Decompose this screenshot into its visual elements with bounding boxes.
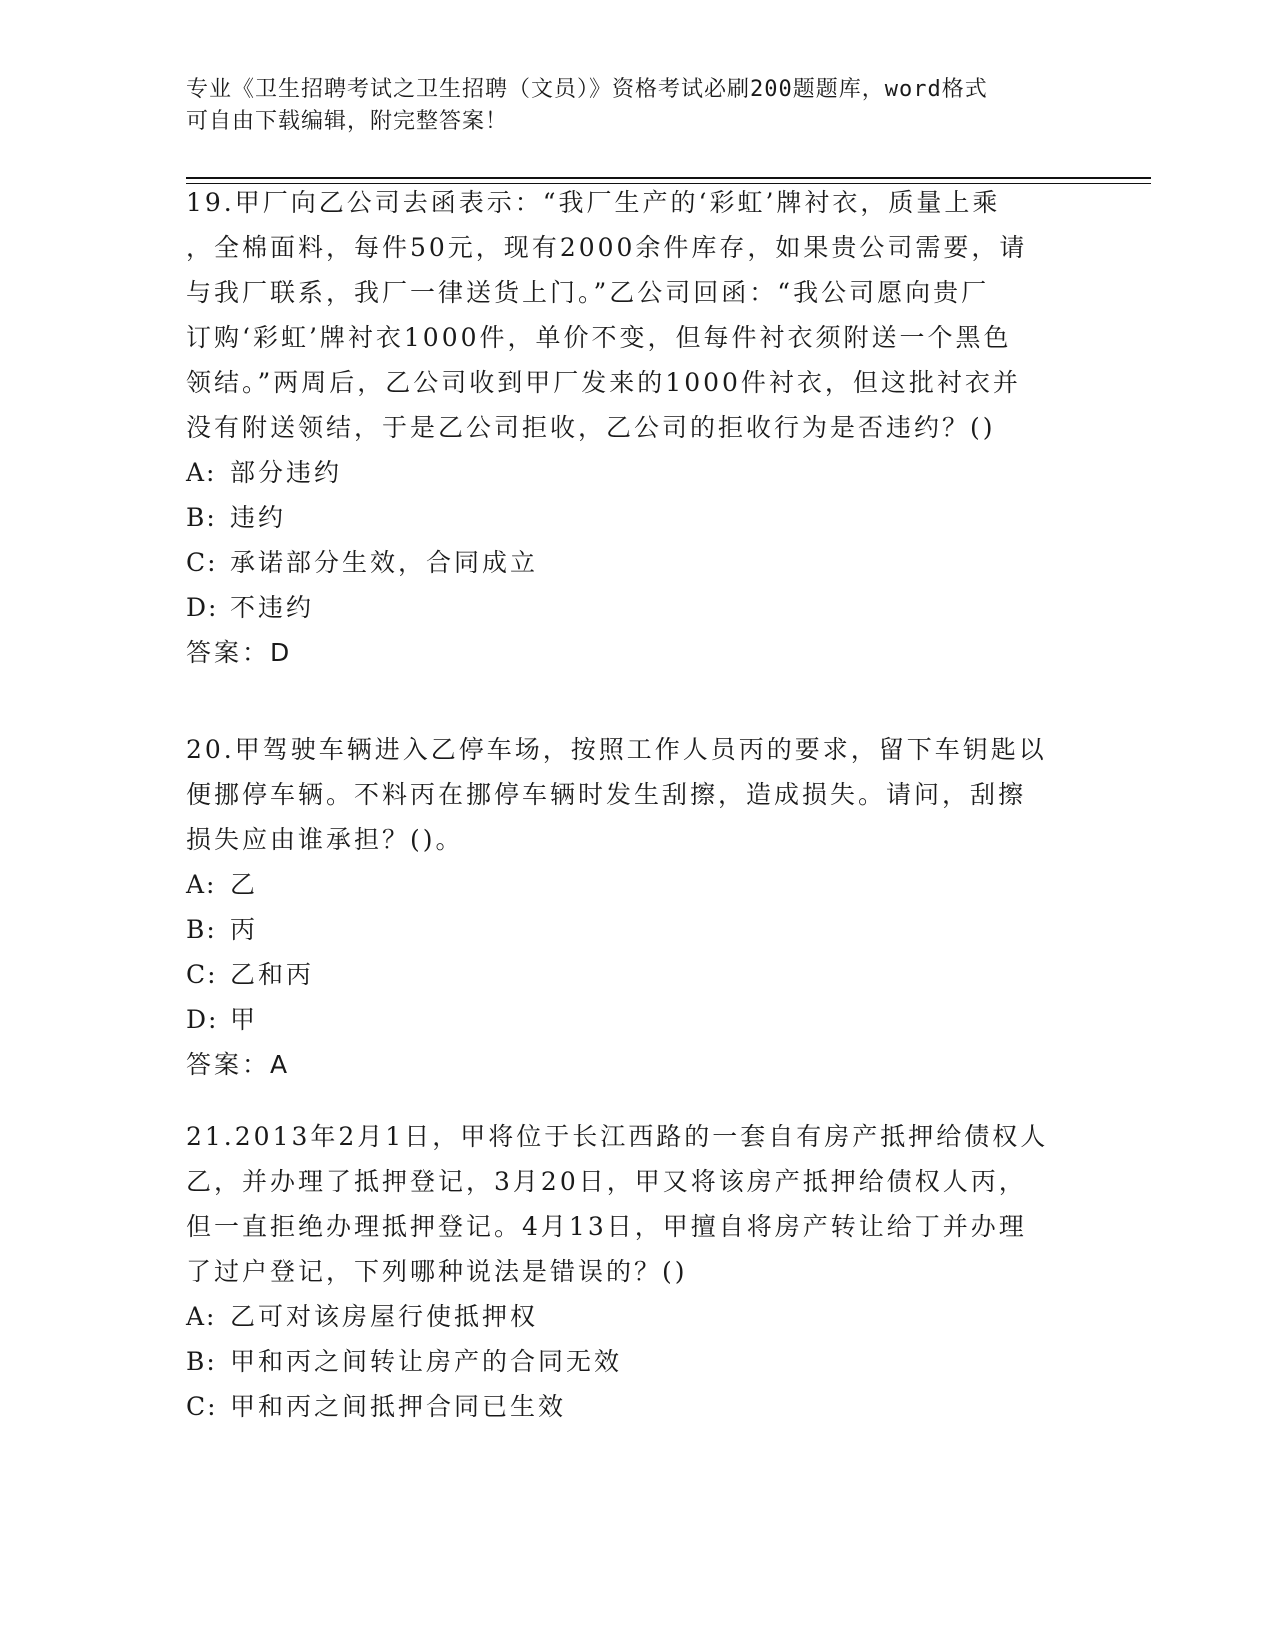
question-text-line: 没有附送领结，于是乙公司拒收，乙公司的拒收行为是否违约？() — [186, 413, 996, 442]
question-text-line: 便挪停车辆。不料丙在挪停车辆时发生刮擦，造成损失。请问，刮擦 — [186, 780, 1027, 809]
option-text: 甲和丙之间抵押合同已生效 — [230, 1392, 567, 1421]
question-text-line: 订购‘彩虹’牌衬衣1000件，单价不变，但每件衬衣须附送一个黑色 — [186, 323, 1012, 352]
option-text: 乙和丙 — [230, 960, 315, 989]
option-c — [186, 952, 1086, 997]
header-line-1: 专业《卫生招聘考试之卫生招聘（文员）》资格考试必刷200题题库，word格式 — [186, 77, 988, 102]
option-a — [186, 450, 1086, 495]
answer-line: 答案：A — [186, 1050, 291, 1079]
option-letter: D: — [186, 1005, 219, 1034]
option-d — [186, 585, 1086, 630]
question-text-line: ，全棉面料，每件50元，现有2000余件库存，如果贵公司需要，请 — [186, 233, 1028, 262]
option-b — [186, 1339, 1086, 1384]
answer-line: 答案：D — [186, 638, 293, 667]
option-letter: D: — [186, 593, 219, 622]
option-c — [186, 1384, 1086, 1429]
header-divider-thick — [186, 177, 1151, 179]
header-line-2: 可自由下载编辑，附完整答案！ — [186, 109, 509, 134]
option-text: 丙 — [230, 915, 259, 944]
option-text: 甲 — [230, 1005, 259, 1034]
option-text: 违约 — [230, 503, 287, 532]
option-letter: A: — [186, 870, 217, 899]
document-header — [186, 74, 1066, 138]
option-text: 承诺部分生效，合同成立 — [230, 548, 539, 577]
option-letter: B: — [186, 503, 217, 532]
option-b — [186, 907, 1086, 952]
question-text-line: 了过户登记，下列哪种说法是错误的？() — [186, 1257, 688, 1286]
option-d — [186, 997, 1086, 1042]
question-text-line: 与我厂联系，我厂一律送货上门。”乙公司回函：“我公司愿向贵厂 — [186, 278, 990, 307]
question-21 — [186, 1114, 1086, 1429]
question-text-line: 领结。”两周后，乙公司收到甲厂发来的1000件衬衣，但这批衬衣并 — [186, 368, 1021, 397]
option-a — [186, 1294, 1086, 1339]
question-19 — [186, 180, 1086, 675]
question-text-line: 19.甲厂向乙公司去函表示：“我厂生产的‘彩虹’牌衬衣，质量上乘 — [186, 188, 1001, 217]
option-b — [186, 495, 1086, 540]
question-text-line: 乙，并办理了抵押登记，3月20日，甲又将该房产抵押给债权人丙， — [186, 1167, 1027, 1196]
question-text-line: 但一直拒绝办理抵押登记。4月13日，甲擅自将房产转让给丁并办理 — [186, 1212, 1027, 1241]
option-letter: C: — [186, 960, 218, 989]
option-text: 不违约 — [230, 593, 315, 622]
option-letter: B: — [186, 1347, 217, 1376]
question-text-line: 21.2013年2月1日，甲将位于长江西路的一套自有房产抵押给债权人 — [186, 1122, 1049, 1151]
question-text-line: 损失应由谁承担？()。 — [186, 825, 464, 854]
option-text: 部分违约 — [230, 458, 343, 487]
option-letter: A: — [186, 458, 217, 487]
option-a — [186, 862, 1086, 907]
question-20 — [186, 727, 1086, 1087]
option-text: 乙 — [230, 870, 259, 899]
question-text-line: 20.甲驾驶车辆进入乙停车场，按照工作人员丙的要求，留下车钥匙以 — [186, 735, 1047, 764]
option-letter: B: — [186, 915, 217, 944]
option-letter: A: — [186, 1302, 217, 1331]
option-c — [186, 540, 1086, 585]
option-letter: C: — [186, 1392, 218, 1421]
option-text: 乙可对该房屋行使抵押权 — [230, 1302, 539, 1331]
option-text: 甲和丙之间转让房产的合同无效 — [230, 1347, 623, 1376]
option-letter: C: — [186, 548, 218, 577]
